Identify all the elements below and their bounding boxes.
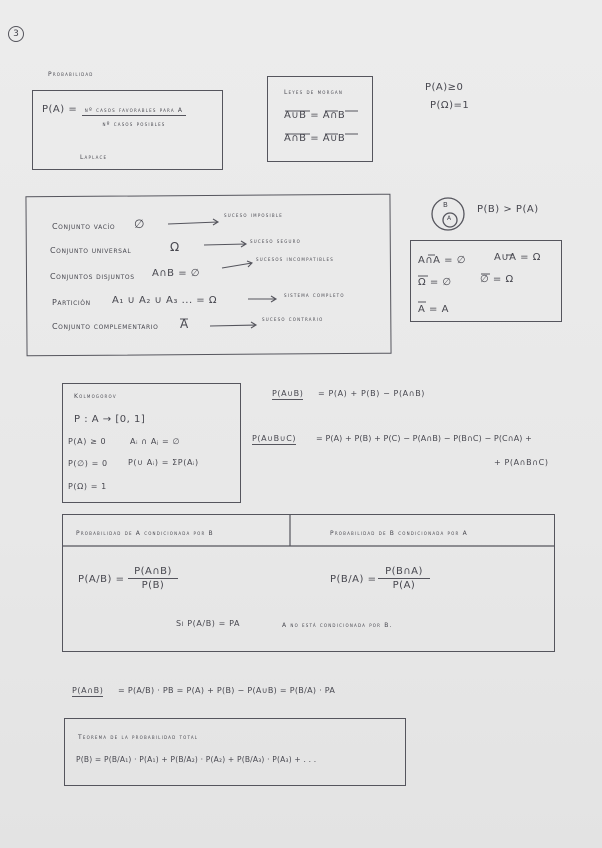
kolmogorov-disjoint: Aᵢ ∩ Aⱼ = ∅ [130,437,181,446]
venn-subset [432,198,464,230]
kolmogorov-axiom-3: P(Ω) = 1 [68,482,107,491]
page-number-text: 3 [13,29,19,39]
circle-b [432,198,464,230]
kolmogorov-axiom-1: P(A) ≥ 0 [68,437,107,446]
total-probability-formula: P(B) = P(B/A₁) · P(A₁) + P(B/A₂) · P(A₂) + P(B/A₃) · P(A₃) + . . . [76,755,317,764]
complement-union: A∪A = Ω [494,252,541,263]
kolmogorov-additivity: P(∪ Aᵢ) = ΣP(Aᵢ) [128,458,199,467]
kolmogorov-axiom-2: P(∅) = 0 [68,459,108,468]
set-result-empty: suceso imposible [224,212,283,219]
set-name-universal: Conjunto universal [50,246,132,255]
laplace-box [32,90,223,170]
conditional-right-num: P(B∩A) [378,566,430,579]
union-three-lhs: P(A∪B∪C) [252,434,297,443]
morgan-title: Leyes de morgan [284,89,344,96]
kolmogorov-title: Kolmogorov [74,393,117,400]
subset-label-a: A [447,215,452,222]
conditional-note-formula: Si P(A/B) = PA [176,619,241,628]
union-two-rhs: = P(A) + P(B) − P(A∩B) [318,389,426,398]
complement-empty: ∅ = Ω [480,274,514,285]
laplace-numerator: nº casos favorables para A [82,107,186,116]
set-result-partition: sistema completo [284,292,345,299]
conditional-right-lhs: P(B/A) = [330,574,377,585]
total-probability-box [64,718,406,786]
set-result-universal: suceso seguro [250,238,302,245]
set-name-disjoint: Conjuntos disjuntos [50,272,135,281]
set-name-complement: Conjunto complementario [52,322,159,331]
set-symbol-empty: ∅ [134,217,145,231]
set-name-empty: Conjunto vacío [52,222,116,231]
set-name-partition: Partición [52,298,91,307]
set-symbol-universal: Ω [170,240,180,254]
subset-relation: P(B) > P(A) [477,204,539,215]
union-three-rhs: = P(A) + P(B) + P(C) − P(A∩B) − P(B∩C) − P(C∩A) + [316,434,532,443]
conditional-note-text: A no está condicionada por B. [282,622,393,629]
set-result-disjoint: sucesos incompatibles [256,256,334,263]
conditional-header-right: Probabilidad de B condicionada por A [330,530,468,537]
union-two-lhs: P(A∪B) [272,389,304,398]
laplace-footer: Laplace [80,154,108,161]
laplace-denominator: nº casos posibles [102,121,166,128]
conditional-right-fraction [378,566,430,591]
morgan-law-2: A∩B = A∪B [284,133,346,144]
total-probability-title: Teorema de la probabilidad total [78,734,199,741]
conditional-left-lhs: P(A/B) = [78,574,125,585]
laplace-heading: Probabilidad [48,71,94,78]
laplace-fraction [82,107,186,128]
complement-intersection: A∩A = ∅ [418,255,466,266]
axiom-nonneg: P(A)≥0 [425,82,464,93]
intersection-rhs: = P(A/B) · PB = P(A) + P(B) − P(A∪B) = P(B/A) · PA [118,686,336,695]
morgan-law-1: A∪B = A∩B [284,110,346,121]
set-symbol-complement: A [180,317,189,331]
set-symbol-disjoint: A∩B = ∅ [152,268,200,279]
conditional-left-num: P(A∩B) [128,566,178,579]
axiom-omega: P(Ω)=1 [430,100,470,111]
conditional-left-den: P(B) [141,580,165,591]
conditional-left-fraction [128,566,178,591]
conditional-header-left: Probabilidad de A condicionada por B [76,530,214,537]
complement-double: A = A [418,304,449,315]
kolmogorov-map: P : A → [0, 1] [74,414,146,425]
laplace-lhs: P(A) = [42,104,78,115]
subset-label-b: B [443,201,448,209]
set-result-complement: suceso contrario [262,316,324,323]
complement-omega: Ω = ∅ [418,277,452,288]
conditional-right-den: P(A) [392,580,416,591]
page-number [8,26,24,42]
intersection-lhs: P(A∩B) [72,686,104,695]
set-symbol-partition: A₁ ∪ A₂ ∪ A₃ ... = Ω [112,295,217,306]
union-three-cont: + P(A∩B∩C) [494,458,549,467]
